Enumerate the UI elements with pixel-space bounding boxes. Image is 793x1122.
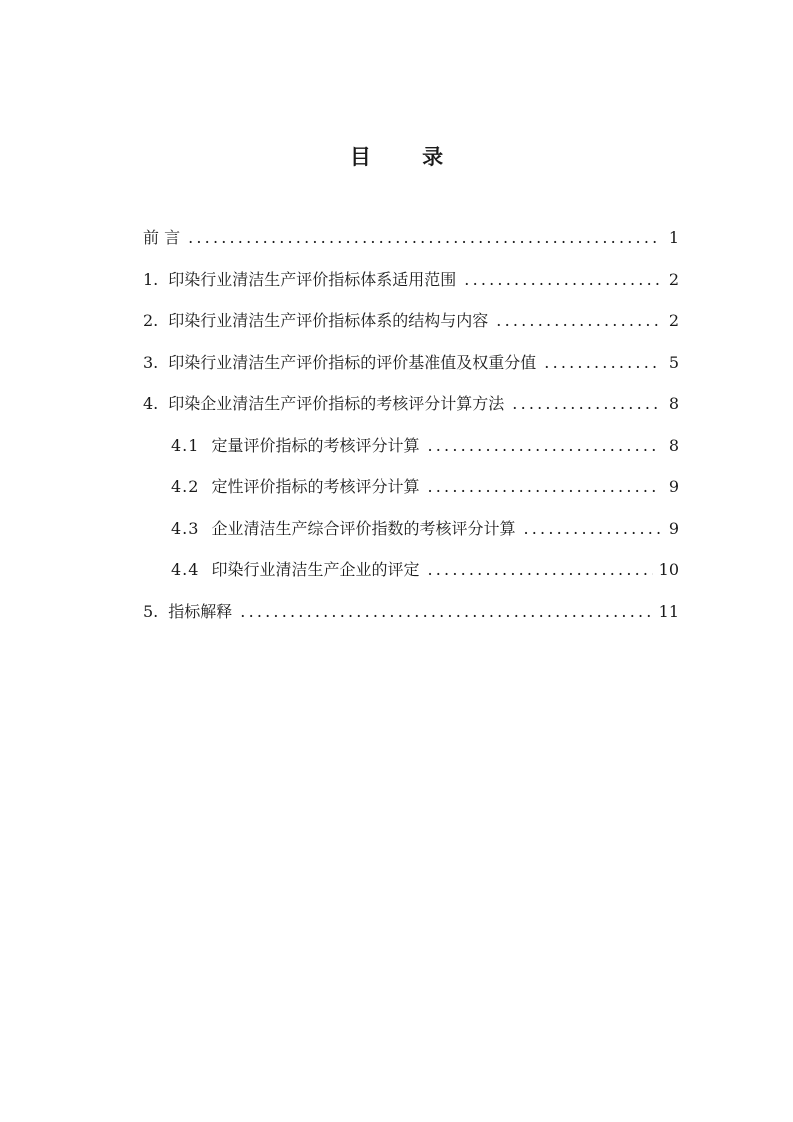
toc-entry-number: 5. bbox=[143, 601, 159, 621]
toc-entry-label: 印染行业清洁生产评价指标体系的结构与内容 bbox=[168, 311, 489, 330]
toc-dot-leader bbox=[188, 226, 661, 250]
toc-entry-page: 8 bbox=[668, 435, 679, 455]
toc-entry-number: 4.1 bbox=[171, 435, 200, 455]
toc-entry-number: 4.4 bbox=[171, 560, 200, 579]
toc-entry-page: 1 bbox=[668, 228, 679, 247]
toc-entry-page: 2 bbox=[668, 311, 679, 330]
toc-entry-page: 9 bbox=[668, 477, 679, 496]
toc-entry-page: 10 bbox=[658, 560, 679, 579]
toc-entry-number: 2. bbox=[143, 311, 159, 330]
toc-entry-4-1[interactable] bbox=[0, 434, 793, 476]
toc-entry-preface[interactable] bbox=[0, 226, 793, 268]
toc-entry-page: 11 bbox=[658, 601, 679, 621]
toc-entry-2[interactable] bbox=[0, 309, 793, 351]
toc-entry-label: 定量评价指标的考核评分计算 bbox=[211, 435, 420, 455]
toc-dot-leader bbox=[427, 434, 661, 458]
toc-entry-page: 8 bbox=[668, 394, 679, 413]
toc-entry-1[interactable] bbox=[0, 268, 793, 310]
toc-dot-leader bbox=[240, 600, 652, 624]
toc-entry-number: 4. bbox=[143, 394, 159, 413]
toc-entry-page: 5 bbox=[668, 352, 679, 372]
toc-list bbox=[0, 226, 793, 641]
toc-entry-label: 印染行业清洁生产评价指标体系适用范围 bbox=[168, 269, 457, 289]
toc-entry-page: 9 bbox=[668, 518, 679, 538]
toc-entry-label: 前 言 bbox=[143, 228, 181, 247]
toc-dot-leader bbox=[544, 351, 661, 375]
toc-entry-4-2[interactable] bbox=[0, 475, 793, 517]
toc-entry-number: 4.3 bbox=[171, 518, 200, 538]
toc-title: 目 录 bbox=[349, 145, 466, 169]
toc-entry-4-3[interactable] bbox=[0, 517, 793, 559]
toc-dot-leader bbox=[464, 268, 661, 292]
toc-entry-label: 印染行业清洁生产评价指标的评价基准值及权重分值 bbox=[168, 352, 537, 372]
toc-dot-leader bbox=[427, 475, 661, 499]
toc-entry-4-4[interactable] bbox=[0, 558, 793, 600]
toc-entry-5[interactable] bbox=[0, 600, 793, 642]
toc-entry-number: 4.2 bbox=[171, 477, 200, 496]
toc-dot-leader bbox=[427, 558, 652, 582]
toc-dot-leader bbox=[496, 309, 661, 333]
toc-entry-label: 印染行业清洁生产企业的评定 bbox=[211, 560, 420, 579]
toc-entry-4[interactable] bbox=[0, 392, 793, 434]
toc-entry-label: 印染企业清洁生产评价指标的考核评分计算方法 bbox=[168, 394, 505, 413]
toc-entry-number: 3. bbox=[143, 352, 159, 372]
toc-entry-number: 1. bbox=[143, 269, 159, 289]
toc-dot-leader bbox=[512, 392, 661, 416]
toc-entry-3[interactable] bbox=[0, 351, 793, 393]
toc-entry-label: 指标解释 bbox=[168, 601, 233, 621]
toc-entry-label: 定性评价指标的考核评分计算 bbox=[211, 477, 420, 496]
toc-entry-page: 2 bbox=[668, 269, 679, 289]
toc-entry-label: 企业清洁生产综合评价指数的考核评分计算 bbox=[211, 518, 516, 538]
toc-dot-leader bbox=[523, 517, 661, 541]
